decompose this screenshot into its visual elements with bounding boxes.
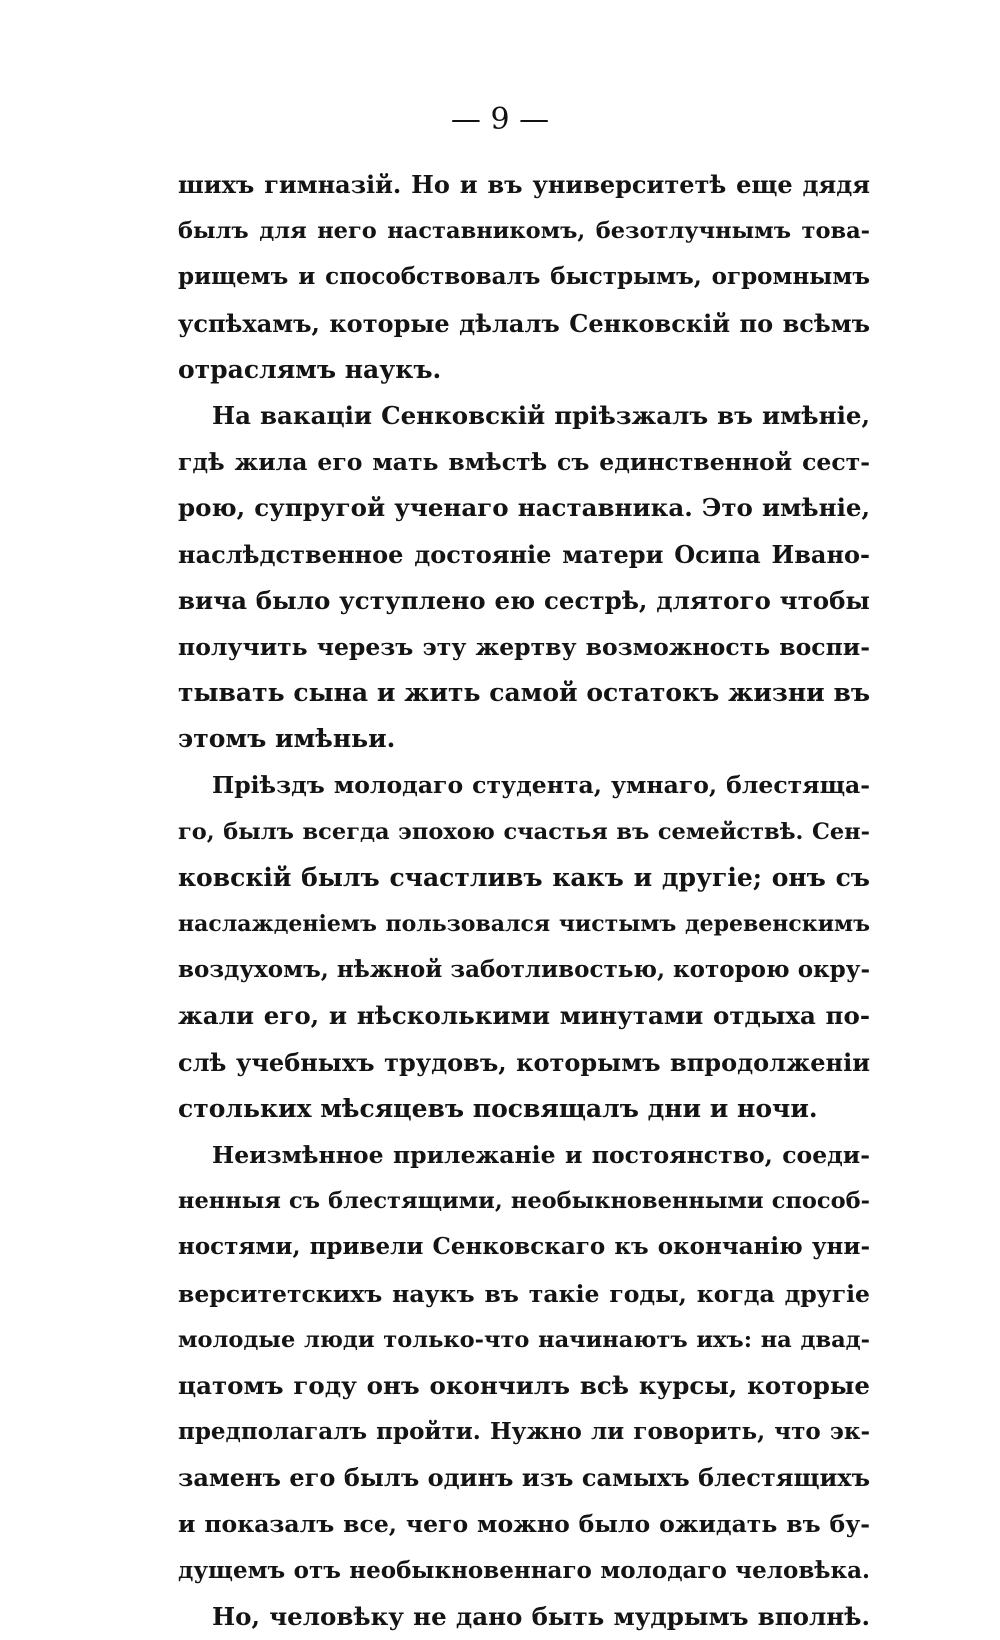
text-line: Пріѣздъ молодаго студента, умнаго, блестяща- <box>212 771 870 800</box>
page-number: — 9 — <box>450 102 550 137</box>
text-line: этомъ имѣньи. <box>178 724 396 754</box>
text-line: ностями, привели Сенковскаго къ окончанію уни- <box>178 1233 870 1261</box>
text-line: дущемъ отъ необыкновеннаго молодаго человѣка. <box>178 1556 870 1584</box>
text-line: получить черезъ эту жертву возможность воспи- <box>178 632 870 661</box>
text-line: На вакаціи Сенковскій пріѣзжалъ въ имѣніе, <box>212 400 870 430</box>
text-line: тывать сына и жить самой остатокъ жизни въ <box>178 678 870 708</box>
text-line: ковскій былъ счастливъ какъ и другіе; онъ съ <box>178 862 870 892</box>
text-line: рою, супругой ученаго наставника. Это имѣніе, <box>178 493 870 523</box>
text-line: молодые люди только-что начинаютъ ихъ: на двад- <box>178 1326 870 1353</box>
text-line: былъ для него наставникомъ, безотлучнымъ това- <box>178 218 870 245</box>
text-line: слѣ учебныхъ трудовъ, которымъ впродолженіи <box>178 1047 870 1077</box>
text-line: стольких мѣсяцевъ посвящалъ дни и ночи. <box>178 1093 818 1123</box>
page-body-text <box>178 162 870 1640</box>
text-line: предполагалъ пройти. Нужно ли говорить, что эк- <box>178 1418 870 1446</box>
text-line: наслажденіемъ пользовался чистымъ деревенскимъ <box>178 911 870 937</box>
text-line: успѣхамъ, которые дѣлалъ Сенковскій по всѣмъ <box>178 308 870 338</box>
text-line: вича было уступлено ею сестрѣ, длятого чтобы <box>178 585 870 615</box>
text-line: верситетскихъ наукъ въ такіе годы, когда другіе <box>178 1279 870 1308</box>
text-line: жали его, и нѣсколькими минутами отдыха по- <box>178 1001 870 1031</box>
text-line: го, былъ всегда эпохою счастья въ семействѣ. Сен- <box>178 818 870 845</box>
text-line: заменъ его былъ одинъ изъ самыхъ блестящихъ <box>178 1463 870 1493</box>
text-line: ненныя съ блестящими, необыкновенными способ- <box>178 1188 870 1215</box>
text-line: и показалъ все, чего можно было ожидать въ бу- <box>178 1510 870 1539</box>
text-line: шихъ гимназій. Но и въ университетѣ еще дядя <box>178 170 870 199</box>
text-line: рищемъ и способствовалъ быстрымъ, огромнымъ <box>178 263 870 291</box>
text-line: гдѣ жила его мать вмѣстѣ съ единственной сест- <box>178 448 870 477</box>
text-line: воздухомъ, нѣжной заботливостью, которою окру- <box>178 956 870 984</box>
text-line: наслѣдственное достояніе матери Осипа Ивано- <box>178 539 870 569</box>
text-line: цатомъ году онъ окончилъ всѣ курсы, которые <box>178 1370 870 1400</box>
text-line: Но, человѣку не дано быть мудрымъ вполнѣ. <box>212 1601 870 1631</box>
text-line: отраслямъ наукъ. <box>178 354 442 384</box>
text-line: Неизмѣнное прилежаніе и постоянство, соеди- <box>212 1140 870 1169</box>
